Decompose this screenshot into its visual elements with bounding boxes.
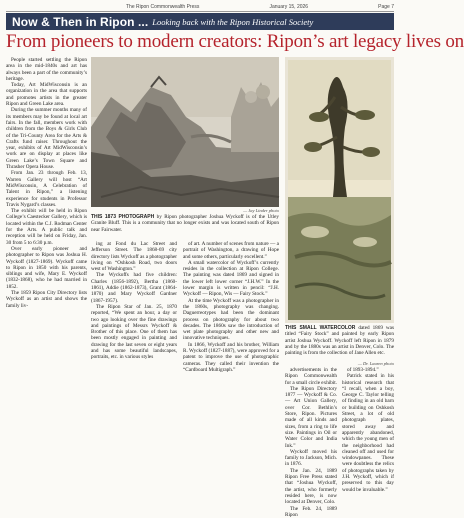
section-banner <box>6 13 394 30</box>
caption-lead: THIS SMALL WATERCOLOR <box>285 325 356 331</box>
caption-lead: THIS 1873 PHOTOGRAPH <box>91 214 155 220</box>
article-column-5 <box>342 367 394 493</box>
banner-subtitle: Looking back with the Ripon Historical Society <box>152 16 314 27</box>
page-header <box>6 4 394 12</box>
article-column-2 <box>91 241 177 400</box>
watercolor-painting-photo <box>285 57 394 323</box>
paragraph: At the time Wyckoff was a photographer in the 1860s, photography was changing. Daguerreotypes had been the dominant process on photography for about two decades. The 1860s saw the introduction of wet plate photography and other new and innovative techniques. <box>183 297 279 342</box>
paragraph: advertisements in the Ripon Commonwealth for a small circle exhibit. <box>285 367 337 386</box>
paragraph: The Ripon Star of Jan. 25, 1870 reported, “We spent an hour, a day or two ago looking over the fine drawings and paintings of Messrs Wyckoff & Brother of this place. One of them has been mostly engaged in painting and drawing for the last seven or eight years and has some beautiful landscapes, portraits, etc. in various styles <box>91 303 177 361</box>
paragraph: The Jan. 24, 1889 Ripon Free Press stated that “Joshua Wyckoff, the artist, who formerly resided here, is now located at Denver, Colo. <box>285 467 337 506</box>
paragraph: In 1866, Wyckoff and his brother, William R. Wyckoff (1827-1887), were approved for a patent to improve the use of photographic cameras. They called their invention the “Cardboard Multigraph.” <box>183 341 279 373</box>
paragraph: of art. A number of scenes from nature — a portrait of Washington, a drawing of Hope and some others, particularly excellent.” <box>183 241 279 260</box>
paragraph: The Ripon Directory 1877 — Wyckoff & Co. — Art Union Gallery, over Cor. Bethlin’s Store, Ripon. Pictures made of all kinds and sizes, from a ring to life size. Paintings in Oil or Water Color and India Ink.” <box>285 385 337 449</box>
granite-bluff-photo <box>91 57 279 207</box>
caption-text: by Ripon photographer Joshua Wyckoff is of the Utley Granite Bluff. This is a community that no longer exists and was located south of Ripon near Fairwater. <box>91 214 279 233</box>
photo-caption <box>91 214 279 240</box>
paragraph: Wyckoff moved his family to Jackson, Mich. in 1876. <box>285 448 337 468</box>
paragraph: The exhibit will be held in Ripon College’s Caestecker Gallery, which is located within the C.J. Rodman Center for the Arts. A public talk and reception will be held on Friday, Jan. 30 from 5 to 6:30 p.m. <box>6 208 87 246</box>
paragraph: The Feb. 24, 1889 Ripon <box>285 505 337 518</box>
watercolor-credit: — Dr. Lauren photo <box>357 361 394 366</box>
header-date: January 15, 2026 <box>269 4 309 10</box>
paragraph: ing at Fond du Lac Street and Jefferson Street. The 1868-69 city directory lists Wyckoff as a photographer living on “Oshkosh Road, two doors west of Washington.” <box>91 241 177 273</box>
banner-title: Now & Then in Ripon ... <box>12 14 149 29</box>
paragraph: People started settling the Ripon area in the mid-1840s and art has always been a part of the community’s heritage. <box>6 57 87 82</box>
paragraph: The 1859 Ripon City Directory lists Wyckoff as an artist and shows the family liv- <box>6 289 87 309</box>
paragraph: Today, Art MidWisconsin is an organization in the area that supports and promotes artists in the greater Ripon and Green Lake area. <box>6 82 87 108</box>
watercolor-caption <box>285 325 394 362</box>
article-column-3 <box>183 241 279 400</box>
paragraph: Over early pioneer and photographer to Ripon was Joshua H. Wyckoff (1827-1869). Wyckoff came to Ripon in 1850 with his parents, siblings and wife, Mary E. Wyckoff (1832-1868), who he had married in 1852. <box>6 245 87 290</box>
article-column-4 <box>285 367 337 518</box>
paragraph: The Wyckoffs had five children: Charles (1856-1892), Bertha (1860-1861), Addie (1862-1873), Grant (1864-1870) and Mary Wyckoff Gardner (1867-1957). <box>91 272 177 304</box>
article-headline: From pioneers to modern creators: Ripon’s art legacy lives on <box>6 31 464 52</box>
paragraph: From Jan. 23 through Feb. 13, Warren Gallery will host “Art MidWisconsin, A Celebration of Talent in Ripon,” a listening experience for students in Professor Travis Nygard’s classes. <box>6 170 87 208</box>
paragraph: A small watercolor of Wyckoff’s currently resides in the collection at Ripon College. The painting was dated 1869 and signed in the lower left lower corner “J.H.W.” In the lower margin is written in pencil: “J.H. Wyckoff — Ripon, Wis — Fairy Stock.” <box>183 259 279 298</box>
paragraph: of 1893-1894.” <box>347 367 379 373</box>
header-publication: The Ripon Commonwealth Press <box>126 4 200 10</box>
paragraph: During the summer months many of its members may be found at local art fairs. In the fall, members work with children from the Boys & Girls Club of the Tri-County Area for the Arts & Crafts fund raiser. Throughout the year, exhibits of Art MidWisconsin’s work are on display at places like Green Lake’s Town Square and Thrasher Opera House. <box>6 107 87 171</box>
article-column-1 <box>6 57 87 400</box>
paragraph: Patrick stated in his historical research that “I recall, when a boy, George C. Taylor telling of finding in an old barn or building on Oshkosh Street, a lot of old photograph plates, stored away and apparently abandoned, which the young men of the neighborhood had cleaned off and used for windowpanes. These were doubtless the relics of photographs taken by J.H. Wyckoff, which if preserved to this day would be invaluable.” <box>342 373 394 493</box>
header-page: Page 7 <box>378 4 394 10</box>
photo-credit: — Jay Linder photo <box>243 208 279 213</box>
caption-text: dated 1869 was titled “Fairy Stock” and painted by early Ripon artist Joshua Wyckoff. Wyckoff left Ripon in 1879 and by the 1880s was an artist in Denver, Colo. The painting is from the collection of Jane Allen etc. <box>285 325 394 357</box>
